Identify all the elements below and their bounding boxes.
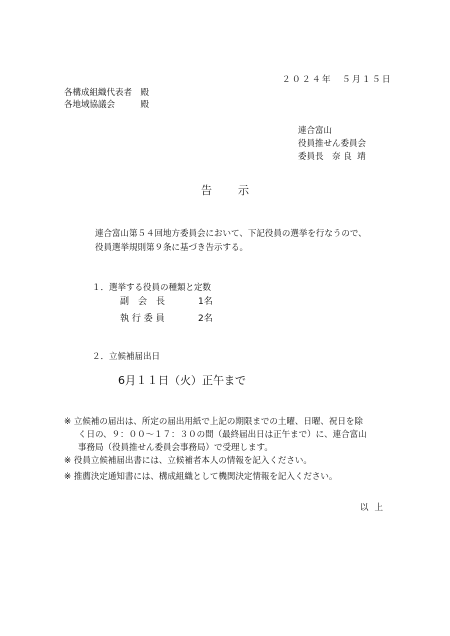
sender-organization: 連合富山	[298, 126, 333, 136]
intro-line-1: 連合富山第５４回地方委員会において、下記役員の選挙を行なうので、	[95, 229, 367, 239]
position-count-executive: 2名	[198, 314, 213, 324]
addressee-regional-councils: 各地域協議会 殿	[64, 100, 150, 110]
note-1-line-2: く日の、９：００～１７：３０の間（最終届出日は正午まで）に、連合富山	[78, 430, 367, 440]
sender-chairperson: 委員長 奈 良 靖	[298, 152, 366, 162]
note-2: ※ 役員立候補届出書には、立候補者本人の情報を記入ください。	[64, 456, 312, 466]
note-1-line-1: ※ 立候補の届出は、所定の届出用紙で上記の期限までの土曜、日曜、祝日を除	[64, 417, 363, 427]
section1-heading: １．選挙する役員の種類と定数	[92, 283, 212, 293]
page-title: 告示	[201, 184, 275, 197]
filing-deadline: 6月１１日（火）正午まで	[118, 374, 246, 387]
position-count-vice-chair: 1名	[198, 297, 213, 307]
note-1-line-3: 事務局（役員推せん委員会事務局）で受理します。	[78, 443, 273, 453]
addressee-organizations: 各構成組織代表者 殿	[64, 88, 150, 98]
closing-mark: 以上	[360, 503, 390, 513]
intro-line-2: 役員選挙規則第９条に基づき告示する。	[95, 243, 249, 253]
sender-committee: 役員推せん委員会	[298, 139, 367, 149]
document-date: ２０２４年 ５月１５日	[282, 75, 393, 85]
position-label-executive: 執 行 委 員	[120, 314, 165, 324]
section2-heading: ２．立候補届出日	[92, 352, 161, 362]
position-label-vice-chair: 副 会 長	[120, 297, 166, 307]
note-3: ※ 推薦決定通知書には、構成組織として機関決定情報を記入ください。	[64, 472, 338, 482]
